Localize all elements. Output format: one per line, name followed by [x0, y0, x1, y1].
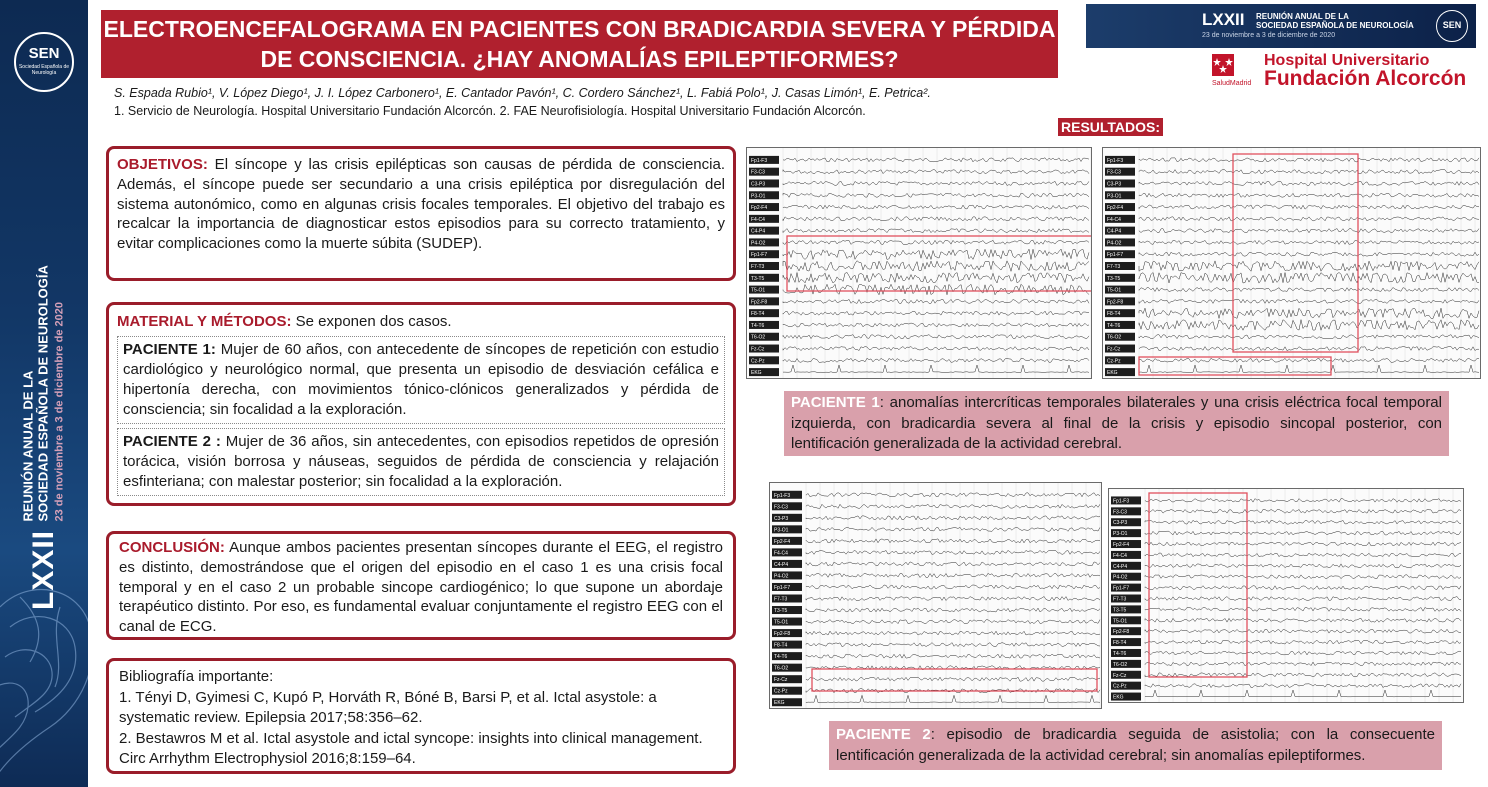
svg-text:P3-O1: P3-O1 [1113, 531, 1128, 538]
eeg-trace-line [783, 217, 1089, 221]
eeg-trace-line [1139, 261, 1479, 271]
svg-text:T4-T6: T4-T6 [1107, 322, 1121, 329]
svg-text:T5-O1: T5-O1 [1107, 287, 1122, 294]
eeg-trace-line [783, 158, 1089, 162]
eeg-trace-line [806, 573, 1100, 577]
svg-text:EKG: EKG [774, 700, 785, 707]
svg-text:Fp1-F7: Fp1-F7 [1113, 585, 1130, 592]
svg-text:T3-T5: T3-T5 [1113, 607, 1127, 614]
svg-text:T3-T5: T3-T5 [751, 275, 765, 282]
eeg-trace-line [783, 273, 1089, 284]
congress-banner: LXXII REUNIÓN ANUAL DE LA SOCIEDAD ESPAÑOLA DE NEUROLOGÍA 23 de noviembre a 3 de diciembre de 2020 SEN [1086, 4, 1476, 48]
eeg-trace-patient1-b [1102, 147, 1481, 379]
eeg-trace-line [1139, 181, 1479, 185]
eeg-trace-line [1145, 618, 1461, 622]
svg-text:Fz-Cz: Fz-Cz [751, 346, 765, 353]
eeg-trace-line [1145, 575, 1461, 579]
highlight-box [1149, 493, 1247, 677]
eeg-trace-line [806, 643, 1100, 647]
svg-text:Fp1-F3: Fp1-F3 [1107, 157, 1124, 164]
eeg-trace-line [1145, 662, 1461, 666]
eeg-trace-line [806, 620, 1100, 624]
eeg-trace-line [1139, 347, 1479, 351]
svg-text:Cz-Pz: Cz-Pz [774, 688, 788, 695]
eeg-trace-line [1145, 531, 1461, 535]
eeg-trace-line [783, 347, 1089, 351]
eeg-trace-line [783, 229, 1089, 233]
svg-text:P3-O1: P3-O1 [1107, 193, 1122, 200]
svg-text:T6-O2: T6-O2 [1113, 661, 1128, 668]
eeg-trace-line [1139, 358, 1479, 362]
svg-text:T6-O2: T6-O2 [751, 334, 766, 341]
eeg-trace-line [1145, 673, 1461, 677]
results-heading: RESULTADOS: [1058, 118, 1163, 136]
eeg-trace-line [783, 261, 1089, 272]
objectives-heading: OBJETIVOS: [117, 156, 208, 173]
eeg-trace-line [783, 335, 1089, 339]
congress-vertical-title: LXXII REUNIÓN ANUAL DE LA SOCIEDAD ESPAÑOLA DE NEUROLOGÍA 23 de noviembre a 3 de diciembre de 2020 [20, 265, 66, 610]
svg-text:C3-P3: C3-P3 [1113, 520, 1128, 527]
svg-text:Cz-Pz: Cz-Pz [751, 358, 765, 365]
svg-text:Fp2-F8: Fp2-F8 [751, 299, 768, 306]
svg-text:P3-O1: P3-O1 [751, 193, 766, 200]
svg-text:EKG: EKG [1113, 694, 1124, 701]
svg-text:EKG: EKG [1107, 370, 1118, 377]
svg-text:Fp2-F4: Fp2-F4 [774, 538, 791, 545]
eeg-trace-line [783, 240, 1089, 244]
reference-1: 1. Tényi D, Gyimesi C, Kupó P, Horváth R, Bóné B, Barsi P, et al. Ictal asystole: a systematic review. Epilepsia 2017;58:356–62. [119, 688, 657, 726]
svg-text:C4-P4: C4-P4 [774, 561, 789, 568]
svg-text:Fp1-F7: Fp1-F7 [751, 252, 768, 259]
conclusion-box: CONCLUSIÓN: Aunque ambos pacientes presentan síncopes durante el EEG, el registro es distinto, demostrándose que el origen del episodio en el caso 1 es una crisis focal temporal y en el caso 2 un probable sincope cardiogénico; lo que supone un abordaje terapéutico distinto. Por eso, es fundamental evaluar conjuntamente el registro EEG con el canal de ECG. [106, 531, 736, 640]
eeg-trace-line [1145, 629, 1461, 633]
svg-text:C3-P3: C3-P3 [1107, 181, 1122, 188]
eeg-trace-line [783, 299, 1089, 303]
svg-text:P3-O1: P3-O1 [774, 527, 789, 534]
svg-text:Fp2-F8: Fp2-F8 [1113, 629, 1130, 636]
svg-text:T6-O2: T6-O2 [1107, 334, 1122, 341]
svg-text:F4-C4: F4-C4 [1113, 552, 1127, 559]
eeg-trace-line [1139, 252, 1479, 256]
patient2-caption: PACIENTE 2: episodio de bradicardia seguida de asistolia; con la consecuente lentificación generalizada de la actividad cerebral; sin anomalías epileptiformes. [829, 721, 1442, 770]
eeg-trace-line [806, 677, 1100, 681]
eeg-trace-line [1145, 684, 1461, 688]
svg-text:Fp1-F7: Fp1-F7 [1107, 252, 1124, 259]
svg-text:Fp2-F8: Fp2-F8 [1107, 299, 1124, 306]
svg-text:P4-O2: P4-O2 [774, 573, 789, 580]
svg-text:F7-T3: F7-T3 [774, 596, 788, 603]
eeg-trace-line [783, 249, 1089, 260]
sen-badge-icon: SEN [1436, 10, 1468, 42]
eeg-trace-line [1139, 205, 1479, 209]
svg-text:F3-C3: F3-C3 [1107, 169, 1121, 176]
svg-text:T5-O1: T5-O1 [774, 619, 789, 626]
svg-text:Fp2-F8: Fp2-F8 [774, 631, 791, 638]
svg-text:Fp2-F4: Fp2-F4 [751, 205, 768, 212]
eeg-trace-line [1145, 564, 1461, 568]
svg-text:Fz-Cz: Fz-Cz [1107, 346, 1121, 353]
methods-box: MATERIAL Y MÉTODOS: Se exponen dos casos. PACIENTE 1: Mujer de 60 años, con antecedente de síncopes de repetición con estudio cardiológico y neurológico normal, que presenta un episodio de desviación cefálica e hipertonía derecha, con movimientos tónico-clónicos generalizados y pérdida de consciencia; sin focalidad a la exploración. PACIENTE 2 : Mujer de 36 años, sin antecedentes, con episodios repetidos de opresión torácica, visión borrosa y náuseas, seguidos de pérdida de consciencia y relajación esfinteriana; con malestar posterior; sin focalidad a la exploración. [106, 302, 736, 506]
svg-text:F7-T3: F7-T3 [751, 264, 765, 270]
eeg-trace-line [806, 608, 1100, 612]
svg-text:Fp1-F3: Fp1-F3 [1113, 498, 1130, 505]
svg-text:Fp1-F3: Fp1-F3 [751, 157, 768, 164]
eeg-trace-line [1139, 320, 1479, 331]
eeg-trace-line [783, 205, 1089, 209]
svg-text:P4-O2: P4-O2 [1107, 240, 1122, 247]
eeg-trace-line [1139, 288, 1479, 292]
eeg-trace-line [1139, 273, 1479, 284]
svg-text:F8-T4: F8-T4 [751, 311, 765, 318]
svg-text:F3-C3: F3-C3 [1113, 509, 1127, 516]
authors: S. Espada Rubio¹, V. López Diego¹, J. I. López Carbonero¹, E. Cantador Pavón¹, C. Cordero Sánchez¹, L. Fabiá Polo¹, J. Casas Limón¹, E. Petrica². [114, 86, 931, 100]
svg-text:T4-T6: T4-T6 [751, 322, 765, 329]
eeg-trace-line [1145, 542, 1461, 546]
affiliations: 1. Servicio de Neurología. Hospital Universitario Fundación Alcorcón. 2. FAE Neurofisiología. Hospital Universitario Fundación Alcorcón. [114, 104, 866, 118]
eeg-trace-patient1-a [746, 147, 1092, 379]
svg-text:C4-P4: C4-P4 [1107, 228, 1122, 235]
svg-text:Fz-Cz: Fz-Cz [1113, 672, 1127, 679]
eeg-trace-line [1145, 651, 1461, 655]
eeg-trace-line [1139, 217, 1479, 221]
patient1-case: PACIENTE 1: Mujer de 60 años, con antecedente de síncopes de repetición con estudio cardiológico y neurológico normal, que presenta un episodio de desviación cefálica e hipertonía derecha, con movimientos tónico-clónicos generalizados y pérdida de consciencia; sin focalidad a la exploración. [117, 336, 725, 424]
eeg-trace-line [783, 193, 1089, 197]
eeg-trace-line [1145, 553, 1461, 557]
poster-title: ELECTROENCEFALOGRAMA EN PACIENTES CON BRADICARDIA SEVERA Y PÉRDIDA DE CONSCIENCIA. ¿HAY ANOMALÍAS EPILEPTIFORMES? [101, 10, 1058, 78]
comunidad-madrid-stars-icon [1212, 54, 1234, 76]
sen-logo: SEN Sociedad Española de Neurología [14, 32, 74, 92]
eeg-trace-line [1145, 499, 1461, 503]
eeg-trace-line [1139, 308, 1479, 318]
eeg-trace-line [783, 181, 1089, 185]
svg-text:F3-C3: F3-C3 [751, 169, 765, 176]
svg-text:F8-T4: F8-T4 [1113, 640, 1127, 647]
eeg-trace-line [806, 527, 1100, 531]
svg-text:Fp1-F7: Fp1-F7 [774, 584, 791, 591]
eeg-trace-line [1139, 299, 1479, 303]
svg-text:C4-P4: C4-P4 [1113, 563, 1128, 570]
svg-text:F4-C4: F4-C4 [774, 550, 788, 557]
eeg-trace-line [1139, 229, 1479, 233]
eeg-trace-line [806, 493, 1100, 497]
eeg-trace-line [806, 631, 1100, 635]
eeg-trace-line [1139, 335, 1479, 339]
svg-text:P4-O2: P4-O2 [1113, 574, 1128, 581]
methods-heading: MATERIAL Y MÉTODOS: [117, 313, 292, 330]
objectives-box [106, 146, 736, 281]
eeg-trace-line [806, 654, 1100, 658]
eeg-trace-line [806, 585, 1100, 589]
svg-text:Cz-Pz: Cz-Pz [1113, 683, 1127, 690]
svg-text:F7-T3: F7-T3 [1107, 264, 1121, 270]
bibliography-box [106, 658, 736, 774]
svg-text:T4-T6: T4-T6 [1113, 650, 1127, 657]
svg-text:EKG: EKG [751, 370, 762, 377]
objectives-text: El síncope y las crisis epilépticas son causas de pérdida de consciencia. Además, el síncope puede ser secundario a una crisis epiléptica por disregulación del sistema autonómico, como en algunas crisis focales temporales. El objetivo del trabajo es recalcar la importancia de diagnosticar estos episodios para su correcto tratamiento, y evitar complicaciones como la muerte súbita (SUDEP). [117, 156, 725, 253]
eeg-trace-line [783, 365, 1089, 372]
reference-2: 2. Bestawros M et al. Ictal asystole and ictal syncope: insights into clinical management. Circ Arrhythm Electrophysiol 2016;8:159–64. [119, 729, 703, 767]
eeg-trace-line [1145, 608, 1461, 612]
svg-text:Cz-Pz: Cz-Pz [1107, 358, 1121, 365]
eeg-trace-line [783, 170, 1089, 174]
eeg-trace-line [806, 504, 1100, 508]
svg-text:Fz-Cz: Fz-Cz [774, 677, 788, 684]
svg-text:F3-C3: F3-C3 [774, 504, 788, 511]
eeg-trace-line [783, 284, 1089, 295]
eeg-trace-line [1145, 520, 1461, 524]
eeg-trace-line [806, 695, 1100, 702]
eeg-trace-patient2-a [769, 482, 1102, 709]
svg-text:F4-C4: F4-C4 [751, 216, 765, 223]
bibliography-heading: Bibliografía importante: [119, 668, 274, 685]
eeg-trace-line [806, 550, 1100, 554]
svg-text:C4-P4: C4-P4 [751, 228, 766, 235]
svg-text:T5-O1: T5-O1 [1113, 618, 1128, 625]
svg-text:Fp2-F4: Fp2-F4 [1107, 205, 1124, 212]
svg-text:T3-T5: T3-T5 [1107, 275, 1121, 282]
eeg-trace-line [783, 311, 1089, 315]
eeg-trace-line [1139, 158, 1479, 162]
eeg-trace-line [783, 323, 1089, 327]
svg-text:T5-O1: T5-O1 [751, 287, 766, 294]
eeg-trace-line [1145, 690, 1461, 697]
svg-text:C3-P3: C3-P3 [774, 515, 789, 522]
eeg-trace-line [1139, 240, 1479, 244]
svg-text:F8-T4: F8-T4 [1107, 311, 1121, 318]
eeg-trace-line [1145, 597, 1461, 601]
svg-text:C3-P3: C3-P3 [751, 181, 766, 188]
eeg-trace-patient2-b [1108, 488, 1464, 703]
svg-text:F8-T4: F8-T4 [774, 642, 788, 649]
patient2-case: PACIENTE 2 : Mujer de 36 años, sin antecedentes, con episodios repetidos de opresión torácica, visión borrosa y náuseas, seguidos de pérdida de consciencia y relajación esfinteriana; con malestar posterior; sin focalidad a la exploración. [117, 428, 725, 496]
patient1-caption: PACIENTE 1: anomalías intercríticas temporales bilaterales y una crisis eléctrica focal temporal izquierda, con bradicardia severa al final de la crisis y episodio sincopal posterior, con lentificación generalizada de la actividad cerebral. [784, 391, 1449, 456]
eeg-trace-line [806, 539, 1100, 543]
hospital-logo: SaludMadrid Hospital Universitario Fundación Alcorcón [1212, 52, 1467, 90]
svg-text:Fp2-F4: Fp2-F4 [1113, 542, 1130, 549]
eeg-trace-line [806, 516, 1100, 520]
eeg-trace-line [783, 358, 1089, 362]
eeg-trace-line [1145, 509, 1461, 513]
eeg-trace-line [806, 597, 1100, 601]
svg-text:F4-C4: F4-C4 [1107, 216, 1121, 223]
eeg-trace-line [1145, 586, 1461, 590]
eeg-trace-line [1139, 193, 1479, 197]
sidebar-banner [0, 0, 88, 787]
eeg-trace-line [806, 562, 1100, 566]
svg-text:T4-T6: T4-T6 [774, 654, 788, 661]
eeg-trace-line [1145, 640, 1461, 644]
eeg-trace-line [1139, 365, 1479, 372]
conclusion-heading: CONCLUSIÓN: [119, 539, 225, 556]
svg-text:F7-T3: F7-T3 [1113, 596, 1127, 603]
svg-text:P4-O2: P4-O2 [751, 240, 766, 247]
svg-text:T3-T5: T3-T5 [774, 608, 788, 615]
svg-text:T6-O2: T6-O2 [774, 665, 789, 672]
eeg-trace-line [1139, 170, 1479, 174]
svg-text:Fp1-F3: Fp1-F3 [774, 492, 791, 499]
